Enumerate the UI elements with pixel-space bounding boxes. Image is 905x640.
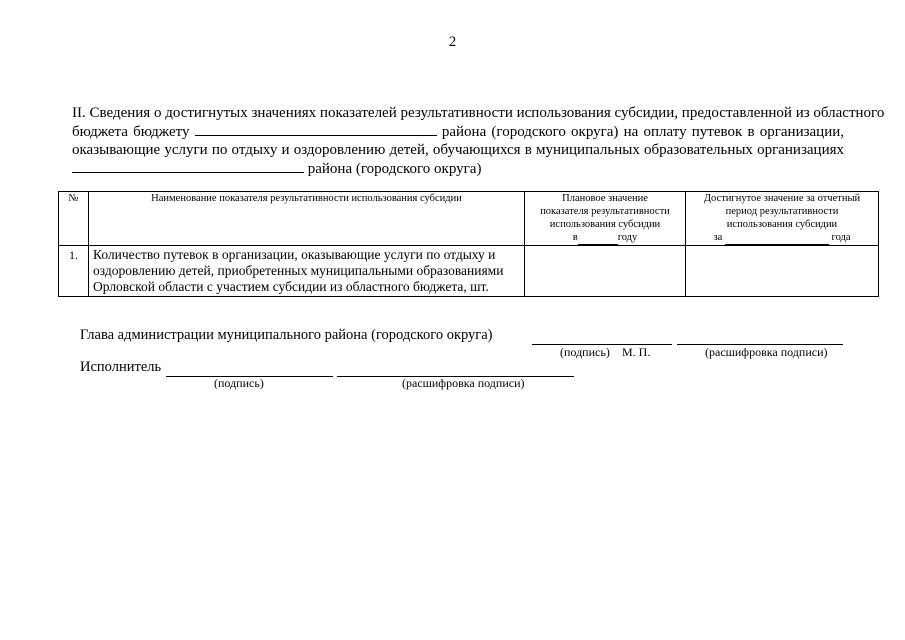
header-achieved-period [686, 231, 878, 245]
planned-year-prefix: в [572, 232, 578, 243]
stamp-label: М. П. [622, 345, 651, 359]
row-name-line-1: Количество путевок в организации, оказывающие услуги по отдыху и [93, 247, 496, 262]
row-planned-value [525, 246, 686, 297]
header-planned [525, 192, 686, 246]
budget-recipient-blank [195, 122, 437, 136]
heading-line-4-end: района (городского округа) [307, 161, 482, 177]
executor-decode-caption: (расшифровка подписи) [402, 376, 525, 390]
header-achieved-line-2: период результативности [725, 206, 839, 217]
header-planned-year [525, 231, 685, 245]
achieved-year-prefix: за [713, 232, 723, 243]
head-decode-caption: (расшифровка подписи) [705, 345, 828, 359]
header-planned-line-2: показателя результативности [540, 206, 670, 217]
header-achieved-line-1: Достигнутое значение за отчетный [703, 193, 861, 204]
row-achieved-value [686, 246, 879, 297]
table-header-row [59, 192, 879, 246]
table-row [59, 246, 879, 297]
heading-line-4 [72, 159, 844, 178]
page-number: 2 [448, 34, 457, 50]
header-name: Наименование показателя результативности использования субсидии [89, 192, 525, 246]
head-sign-caption: (подпись) [560, 345, 610, 359]
row-num: 1. [59, 246, 89, 297]
executor-label: Исполнитель [80, 359, 162, 375]
header-planned-line-3: использования субсидии [549, 219, 661, 230]
heading-line-2-start: бюджета бюджету [72, 124, 190, 140]
executor-sign-caption: (подпись) [214, 376, 264, 390]
row-name-line-2: оздоровлению детей, приобретенных муниципальными образованиями [93, 263, 504, 278]
row-indicator-name [89, 246, 525, 297]
district-name-blank [72, 159, 304, 173]
header-planned-line-1: Плановое значение [562, 193, 648, 204]
section-heading [72, 104, 885, 178]
heading-line-2 [72, 122, 844, 141]
row-name-line-3: Орловской области с участием субсидии из областного бюджета, шт. [93, 279, 489, 294]
heading-line-2-end: района (городского округа) на оплату путевок в организации, [441, 124, 845, 140]
planned-year-suffix: году [617, 232, 638, 243]
planned-year-blank [578, 231, 618, 245]
heading-line-3: оказывающие услуги по отдыху и оздоровлению детей, обучающихся в муниципальных образовательных организациях [72, 142, 844, 158]
header-achieved-line-3: использования субсидии [726, 219, 838, 230]
results-table [58, 191, 879, 297]
header-achieved [686, 192, 879, 246]
heading-line-1: II. Сведения о достигнутых значениях показателей результативности использования субсидии, предоставленной из областного [72, 105, 885, 121]
achieved-year-suffix: года [831, 232, 851, 243]
header-num: № [59, 192, 89, 246]
head-signature-label: Глава администрации муниципального района (городского округа) [80, 327, 493, 343]
achieved-period-blank [725, 231, 829, 245]
